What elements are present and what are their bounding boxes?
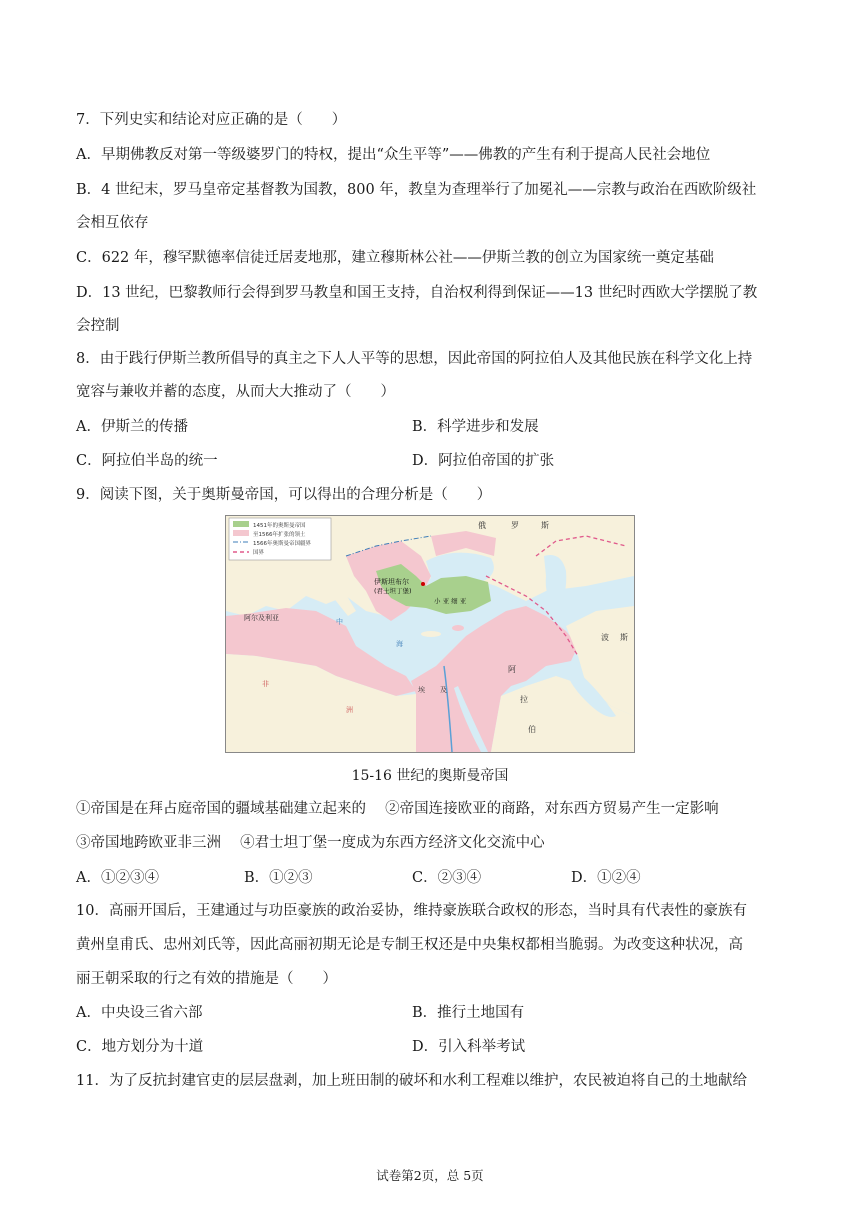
q7-option-b-cont: 会相互依存	[76, 215, 149, 231]
label-algeria: 阿尔及利亚	[244, 614, 279, 622]
legend-core: 1451年的奥斯曼帝国	[253, 523, 306, 529]
q8-option-c[interactable]: C．阿拉伯半岛的统一	[76, 453, 218, 469]
q7-option-b[interactable]: B．4 世纪末，罗马皇帝定基督教为国教，800 年，教皇为查理举行了加冕礼——宗教与政治在西欧阶级社	[76, 182, 757, 198]
label-africa-2: 洲	[346, 706, 353, 714]
q10-option-b[interactable]: B．推行土地国有	[412, 1005, 525, 1021]
legend-expansion: 至1566年扩张的领土	[253, 532, 306, 538]
q7-stem: 7．下列史实和结论对应正确的是（ ）	[76, 112, 347, 128]
label-constantinople: (君士坦丁堡)	[374, 587, 412, 595]
label-sea-2: 海	[396, 640, 403, 648]
q9-option-c[interactable]: C．②③④	[412, 870, 482, 886]
legend-1566-border: 1566年奥斯曼帝国疆界	[253, 541, 311, 547]
label-istanbul: 伊斯坦布尔	[374, 578, 409, 586]
q10-stem-cont-2: 丽王朝采取的行之有效的措施是（ ）	[76, 971, 337, 987]
q8-stem-cont: 宽容与兼收并蓄的态度，从而大大推动了（ ）	[76, 384, 395, 400]
q8-stem: 8．由于践行伊斯兰教所倡导的真主之下人人平等的思想，因此帝国的阿拉伯人及其他民族在科学文化上持	[76, 351, 753, 367]
page-footer: 试卷第2页，总 5页	[376, 1168, 484, 1183]
label-sea-1: 中	[336, 618, 343, 626]
q7-option-a[interactable]: A．早期佛教反对第一等级婆罗门的特权，提出“众生平等”——佛教的产生有利于提高人民社会地位	[76, 147, 711, 163]
q10-option-a[interactable]: A．中央设三省六部	[76, 1005, 203, 1021]
label-egypt-2: 及	[440, 686, 447, 694]
label-persia-1: 波	[601, 633, 609, 642]
label-russia-3: 斯	[541, 521, 549, 530]
legend-border: 国界	[253, 550, 265, 556]
q10-option-c[interactable]: C．地方划分为十道	[76, 1039, 204, 1055]
ottoman-empire-map	[225, 515, 635, 753]
q8-option-b[interactable]: B．科学进步和发展	[412, 419, 539, 435]
q11-stem: 11．为了反抗封建官吏的层层盘剥，加上班田制的破坏和水利工程难以维护，农民被迫将自己的土地献给	[76, 1073, 747, 1089]
label-russia-2: 罗	[511, 521, 519, 530]
q9-statements-1: ①帝国是在拜占庭帝国的疆域基础建立起来的 ②帝国连接欧亚的商路，对东西方贸易产生一定影响	[76, 801, 719, 817]
map-caption: 15-16 世纪的奥斯曼帝国	[351, 768, 509, 784]
label-arabia-2: 拉	[520, 695, 528, 704]
q7-option-c[interactable]: C．622 年，穆罕默德率信徒迁居麦地那，建立穆斯林公社——伊斯兰教的创立为国家统一奠定基础	[76, 250, 714, 266]
q9-statements-2: ③帝国地跨欧亚非三洲 ④君士坦丁堡一度成为东西方经济文化交流中心	[76, 835, 545, 851]
q10-stem-cont-1: 黄州皇甫氏、忠州刘氏等，因此高丽初期无论是专制王权还是中央集权都相当脆弱。为改变这种状况，高	[76, 937, 743, 953]
label-persia-2: 斯	[620, 633, 628, 642]
q10-option-d[interactable]: D．引入科举考试	[412, 1039, 526, 1055]
q9-option-d[interactable]: D．①②④	[571, 870, 641, 886]
label-arabia-3: 伯	[528, 725, 536, 734]
q9-option-a[interactable]: A．①②③④	[76, 870, 159, 886]
q8-option-a[interactable]: A．伊斯兰的传播	[76, 419, 188, 435]
label-russia-1: 俄	[478, 521, 486, 530]
label-arabia-1: 阿	[508, 665, 516, 674]
q9-option-b[interactable]: B．①②③	[244, 870, 313, 886]
q7-option-d-cont: 会控制	[76, 318, 120, 334]
q7-option-d[interactable]: D．13 世纪，巴黎教师行会得到罗马教皇和国王支持，自治权利得到保证——13 世纪时西欧大学摆脱了教	[76, 285, 758, 301]
q9-stem: 9．阅读下图，关于奥斯曼帝国，可以得出的合理分析是（ ）	[76, 487, 492, 503]
q10-stem: 10．高丽开国后，王建通过与功臣豪族的政治妥协，维持豪族联合政权的形态，当时具有代表性的豪族有	[76, 903, 747, 919]
label-africa-1: 非	[262, 680, 269, 688]
q8-option-d[interactable]: D．阿拉伯帝国的扩张	[412, 453, 555, 469]
label-egypt-1: 埃	[418, 686, 425, 694]
label-asia-minor: 小 亚 细 亚	[434, 597, 467, 605]
